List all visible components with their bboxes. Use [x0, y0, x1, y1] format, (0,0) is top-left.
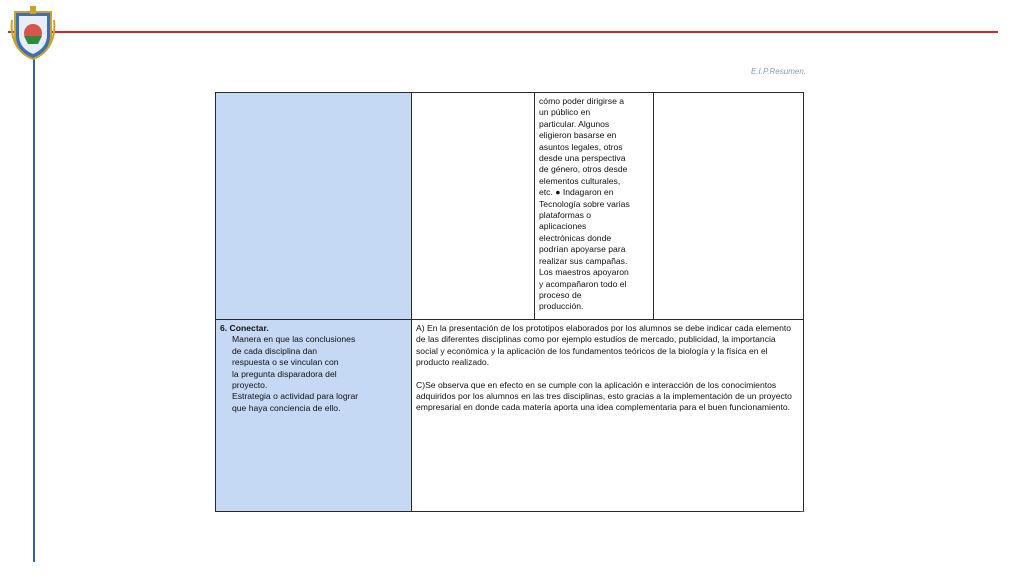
paragraph-c: C)Se observa que en efecto en se cumple con la aplicación e interacción de los conocimientos adquiridos por los alumnos en las tres disciplinas, esto gracias a la implementación de un proyecto empresarial en donde cada materia aporta una idea complementaria para el buen funcionamiento. [416, 379, 792, 413]
stage-line: respuesta o se vinculan con [232, 357, 339, 368]
stage-line: que haya conciencia de ello. [232, 402, 341, 413]
text-line: elementos culturales, [539, 175, 621, 186]
text-line: cómo poder dirigirse a [539, 96, 625, 106]
text-line: Tecnología sobre varias [539, 198, 630, 209]
school-crest-logo [10, 6, 56, 60]
text-line: asuntos legales, otros [539, 141, 623, 152]
text-line: realizar sus campañas. [539, 255, 628, 266]
text-line: podrían apoyarse para [539, 244, 626, 255]
stage-line: Estrategia o actividad para lograr [232, 391, 359, 402]
text-line: Los maestros apoyaron [539, 267, 629, 278]
text-line: electrónicas donde [539, 232, 612, 243]
stage-description [220, 334, 407, 414]
text-line: particular. Algunos [539, 118, 610, 129]
stage-line: la pregunta disparadora del [232, 368, 337, 379]
table-row-continued [216, 93, 804, 320]
text-line: y acompañaron todo el [539, 278, 627, 289]
blank-cell [412, 93, 535, 320]
project-table [215, 92, 804, 512]
stage-cell-connect [216, 320, 412, 512]
stage-title: 6. Conectar. [220, 323, 269, 333]
text-line: de género, otros desde [539, 164, 628, 175]
header-red-rule [8, 31, 998, 33]
text-line: proceso de [539, 289, 582, 300]
page-mark: — [800, 509, 805, 515]
text-line: aplicaciones [539, 221, 587, 232]
stage-line: proyecto. [232, 380, 268, 391]
text-line: producción. [539, 301, 584, 312]
paragraph-a: A) En la presentación de los prototipos elaborados por los alumnos se debe indicar cada elemento de las diferentes disciplinas como por ejemplo estudios de mercado, publicidad, la importancia social y económica y la aplicación de los fundamentos teóricos de la biología y la física en el producto realizado. [416, 323, 792, 368]
text-line: desde una perspectiva [539, 153, 626, 164]
blank-cell [654, 93, 804, 320]
text-line: eligieron basarse en [539, 130, 617, 141]
margin-blue-rule [33, 40, 35, 562]
text-line: etc. ● Indagaron en [539, 187, 614, 198]
stage-cell-empty [216, 93, 412, 320]
stage-line: de cada disciplina dan [232, 345, 318, 356]
text-line: un público en [539, 107, 591, 118]
text-line: plataformas o [539, 210, 592, 221]
header-note: E.I.P.Resumen. [751, 67, 806, 76]
table-row-connect [216, 320, 804, 512]
activity-description-cell [535, 93, 654, 320]
stage-line: Manera en que las conclusiones [232, 334, 356, 345]
connect-description-cell [412, 320, 804, 512]
